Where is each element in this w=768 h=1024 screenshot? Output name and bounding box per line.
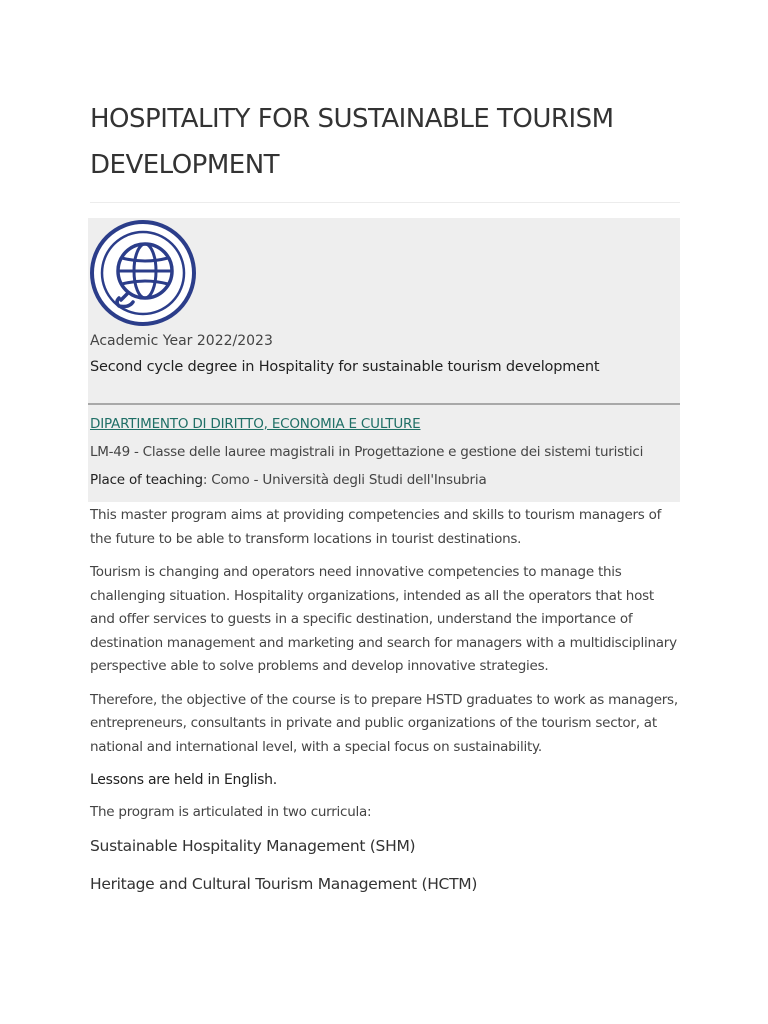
curricula-intro: The program is articulated in two curricula: [90, 803, 372, 820]
department-link[interactable]: DIPARTIMENTO DI DIRITTO, ECONOMIA E CULTURE [90, 416, 421, 432]
place-of-teaching [90, 470, 487, 490]
globe-icon [89, 218, 197, 328]
description-paragraph-3: Therefore, the objective of the course is to prepare HSTD graduates to work as managers, entrepreneurs, consultants in private and public organizations of the tourism sector, at national and international level, with a special focus on sustainability. [90, 691, 678, 755]
course-info-box [88, 218, 680, 502]
place-of-teaching-label: Place of teaching [90, 472, 203, 488]
place-of-teaching-value: : Como - Università degli Studi dell'Insubria [202, 472, 487, 488]
page-content [90, 0, 680, 893]
degree-class: LM-49 - Classe delle lauree magistrali in Progettazione e gestione dei sistemi turistici [90, 444, 644, 460]
academic-year: Academic Year 2022/2023 [90, 333, 273, 349]
language-note: Lessons are held in English. [90, 772, 277, 788]
page-title [90, 0, 680, 203]
description-paragraph-2: Tourism is changing and operators need innovative competencies to manage this challenging situation. Hospitality organizations, intended as all the operators that host and offer services to guests in a specific destination, understand the importance of destination management and marketing and search for managers with a multidisciplinary perspective able to solve problems and develop innovative strategies. [90, 564, 677, 674]
page-title-line1: HOSPITALITY FOR SUSTAINABLE TOURISM [90, 104, 614, 134]
curriculum-item-hctm: Heritage and Cultural Tourism Management (HCTM) [90, 875, 478, 893]
info-divider [88, 403, 680, 405]
program-description [90, 504, 680, 834]
description-paragraph-1: This master program aims at providing competencies and skills to tourism managers of the future to be able to transform locations in tourist destinations. [90, 507, 662, 547]
degree-title: Second cycle degree in Hospitality for sustainable tourism development [90, 359, 600, 375]
curriculum-item-shm: Sustainable Hospitality Management (SHM) [90, 837, 416, 855]
page-title-line2: DEVELOPMENT [90, 150, 280, 180]
